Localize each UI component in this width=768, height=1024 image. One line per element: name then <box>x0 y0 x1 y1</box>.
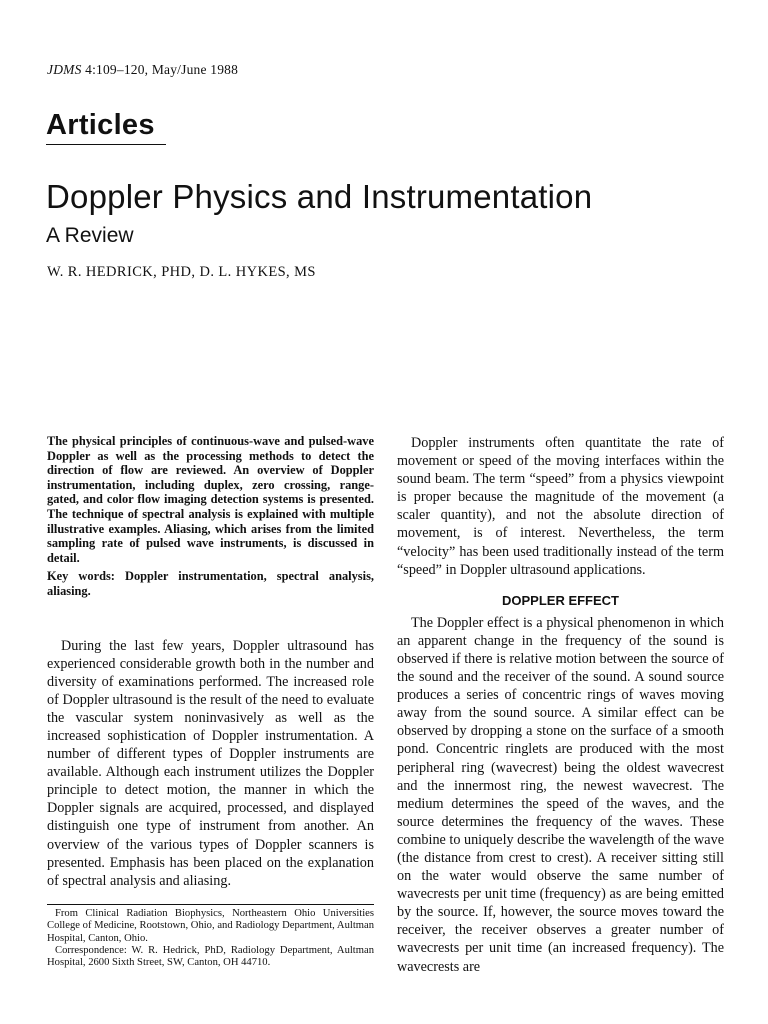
journal-name: JDMS <box>47 62 82 77</box>
doppler-effect-paragraph: The Doppler effect is a physical phenomenon in which an apparent change in the frequency of the sound is observed if there is relative motion between the source of the sound and the receiver of the sound. A sound source produces a series of concentric rings of waves moving away from the sound source. A similar effect can be observed by dropping a stone on the surface of a smooth pond. Concentric ringlets are produced with the most peripheral ring (wavecrest) being the oldest wavecrest and the innermost ring, the newest wavecrest. The medium determines the speed of the waves, and the source determines the frequency of the waves. These combine to uniquely describe the wavelength of the wave (the distance from crest to crest). A receiver sitting still on the water would observe the same number of wavecrests per unit time (frequency) as are being emitted by the source. If, however, the source moves toward the receiver, the receiver observes a greater number of wavecrests per unit time (an increased frequency). The wavecrests are <box>397 614 724 975</box>
section-heading: Articles <box>46 109 166 145</box>
left-column <box>47 434 374 970</box>
abstract: The physical principles of continuous-wave and pulsed-wave Doppler as well as the processing methods to detect the direction of flow are reviewed. An overview of Doppler instrumentation, including duplex, zero crossing, range-gated, and color flow imaging detection systems is presented. The technique of spectral analysis is explained with multiple illustrative examples. Aliasing, which arises from the limited sampling rate of pulsed wave instruments, is discussed in detail. <box>47 434 374 565</box>
speed-velocity-paragraph: Doppler instruments often quantitate the rate of movement or speed of the moving interfaces within the sound beam. The term “speed” from a physics viewpoint is proper because the magnitude of the movement (a scaler quantity), and not the absolute direction of movement, is of interest. Nevertheless, the term “velocity” has been used traditionally instead of the term “speed” in Doppler ultrasound applications. <box>397 435 724 578</box>
footnote <box>47 904 374 970</box>
article-title: Doppler Physics and Instrumentation <box>46 178 593 215</box>
doppler-effect-heading: DOPPLER EFFECT <box>501 592 619 608</box>
keywords: Key words: Doppler instrumentation, spectral analysis, aliasing. <box>47 569 374 598</box>
intro-paragraph: During the last few years, Doppler ultrasound has experienced considerable growth both in the number and diversity of examinations performed. The increased role of Doppler ultrasound is the result of the need to evaluate the vascular system noninvasively as well as the increased sophistication of Doppler instrumentation. A number of different types of Doppler instruments are available. Although each instrument utilizes the Doppler principle to detect motion, the manner in which the Doppler signals are acquired, processed, and displayed distinguish one type of instrument from another. An overview of the various types of Doppler scanners is presented. Emphasis has been placed on the explanation of spectral analysis and aliasing. <box>47 637 374 889</box>
author-line: W. R. HEDRICK, PHD, D. L. HYKES, MS <box>47 264 316 280</box>
right-column <box>397 434 724 976</box>
journal-issue: 4:109–120, May/June 1988 <box>81 62 239 77</box>
footnote-affiliation: From Clinical Radiation Biophysics, Northeastern Ohio Universities College of Medicine, Rootstown, Ohio, and Radiology Department, Aultman Hospital, Canton, Ohio. <box>47 907 374 944</box>
footnote-correspondence: Correspondence: W. R. Hedrick, PhD, Radiology Department, Aultman Hospital, 2600 Sixth Street, SW, Canton, OH 44710. <box>47 945 374 969</box>
article-subtitle: A Review <box>46 224 134 247</box>
journal-reference <box>47 62 238 78</box>
